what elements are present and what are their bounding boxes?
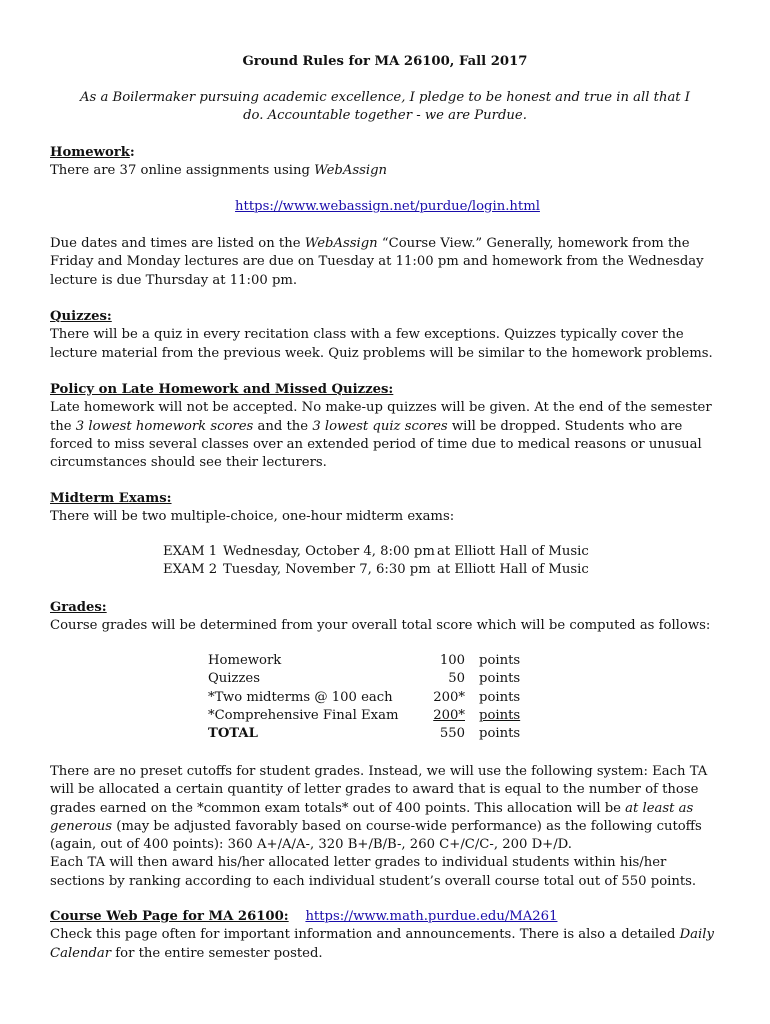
grade-item-unit: points [479, 689, 521, 705]
grade-row [208, 707, 524, 725]
exam-location: at Elliott Hall of Music [437, 544, 589, 559]
midterm-section [50, 490, 725, 527]
page-title: Ground Rules for MA 26100, Fall 2017 [242, 54, 528, 69]
midterm-intro: There will be two multiple-choice, one-hour midterm exams: [50, 509, 455, 525]
grade-total-label: TOTAL [208, 726, 258, 742]
grade-item-label: *Two midterms @ 100 each [208, 689, 393, 705]
course-webpage-section [50, 908, 725, 963]
exam-date: Tuesday, November 7, 6:30 pm [223, 562, 431, 578]
purdue-pledge: As a Boilermaker pursuing academic excellence, I pledge to be honest and true in all that I do. Accountable together - we are Purdue. [79, 90, 691, 124]
exam-date: Wednesday, October 4, 8:00 pm [223, 544, 435, 559]
exam-schedule-table [163, 543, 589, 580]
webassign-link[interactable]: https://www.webassign.net/purdue/login.html [235, 199, 540, 214]
grade-breakdown-table [208, 652, 524, 743]
late-policy-text: Late homework will not be accepted. No make-up quizzes will be given. At the end of the semester the 3 lowest homework scores and the 3 lowest quiz scores will be dropped. Students who are forced to miss several classes over an extended period of time due to medical reasons or unusual circumstances should see their lecturers. [50, 400, 712, 471]
exam-name: EXAM 2 [163, 562, 218, 578]
course-webpage-heading: Course Web Page for MA 26100: [50, 909, 289, 924]
grade-total-value: 550 [439, 726, 465, 742]
grade-item-label: Quizzes [208, 671, 260, 687]
grades-section [50, 599, 725, 636]
grading-cutoffs-paragraph: There are no preset cutoffs for student grades. Instead, we will use the following system: Each TA will be allocated a certain quantity of letter grades to award that is equal to the number of those grades earned on the *common exam totals* out of 400 points. This allocation will be at least as generous (may be adjusted favorably based on course-wide performance) as the following cutoffs (again, out of 400 points): 360 A+/A/A-, 320 B+/B/B-, 260 C+/C/C-, 200 D+/D. [50, 764, 708, 853]
course-webpage-link[interactable]: https://www.math.purdue.edu/MA261 [305, 909, 558, 924]
grade-item-value: 100 [439, 653, 465, 668]
grade-row-total [208, 725, 524, 743]
grade-row [208, 670, 524, 688]
grade-item-unit: points [479, 653, 521, 668]
grades-intro: Course grades will be determined from your overall total score which will be computed as follows: [50, 618, 711, 634]
grade-item-unit: points [479, 707, 521, 723]
grade-item-unit: points [479, 671, 521, 687]
exam-row [163, 543, 589, 561]
homework-heading: Homework [50, 145, 130, 160]
grade-item-label: *Comprehensive Final Exam [208, 707, 399, 723]
quizzes-text: There will be a quiz in every recitation class with a few exceptions. Quizzes typically cover the lecture material from the previous week. Quiz problems will be similar to the homework problems. [50, 327, 713, 361]
homework-heading-colon: : [129, 145, 135, 160]
grade-total-unit: points [479, 726, 521, 742]
grade-row [208, 652, 524, 670]
grade-item-value: 200* [433, 689, 465, 705]
quizzes-heading: Quizzes: [50, 309, 112, 324]
homework-intro: There are 37 online assignments using WebAssign [50, 163, 388, 179]
exam-name: EXAM 1 [163, 544, 218, 559]
grade-item-value: 50 [448, 671, 465, 687]
grade-item-label: Homework [208, 653, 282, 668]
grade-item-value: 200* [433, 707, 465, 723]
grade-row [208, 689, 524, 707]
midterm-heading: Midterm Exams: [50, 491, 172, 506]
webassign-link-line [50, 198, 725, 216]
course-webpage-text: Check this page often for important information and announcements. There is also a detailed Daily Calendar for the entire semester posted. [50, 927, 714, 961]
quizzes-section [50, 308, 725, 363]
late-policy-heading: Policy on Late Homework and Missed Quizzes: [50, 382, 394, 397]
grading-ranking-paragraph: Each TA will then award his/her allocated letter grades to individual students within his/her sections by ranking according to each individual student’s overall course total out of 550 points. [50, 855, 697, 889]
homework-section [50, 144, 725, 181]
exam-row [163, 561, 589, 579]
exam-location: at Elliott Hall of Music [437, 562, 589, 578]
grades-heading: Grades: [50, 600, 107, 615]
late-policy-section [50, 381, 725, 472]
homework-due-dates: Due dates and times are listed on the WebAssign “Course View.” Generally, homework from the Friday and Monday lectures are due on Tuesday at 11:00 pm and homework from the Wednesday lecture is due Thursday at 11:00 pm. [50, 236, 704, 288]
grading-system-text [50, 763, 725, 891]
